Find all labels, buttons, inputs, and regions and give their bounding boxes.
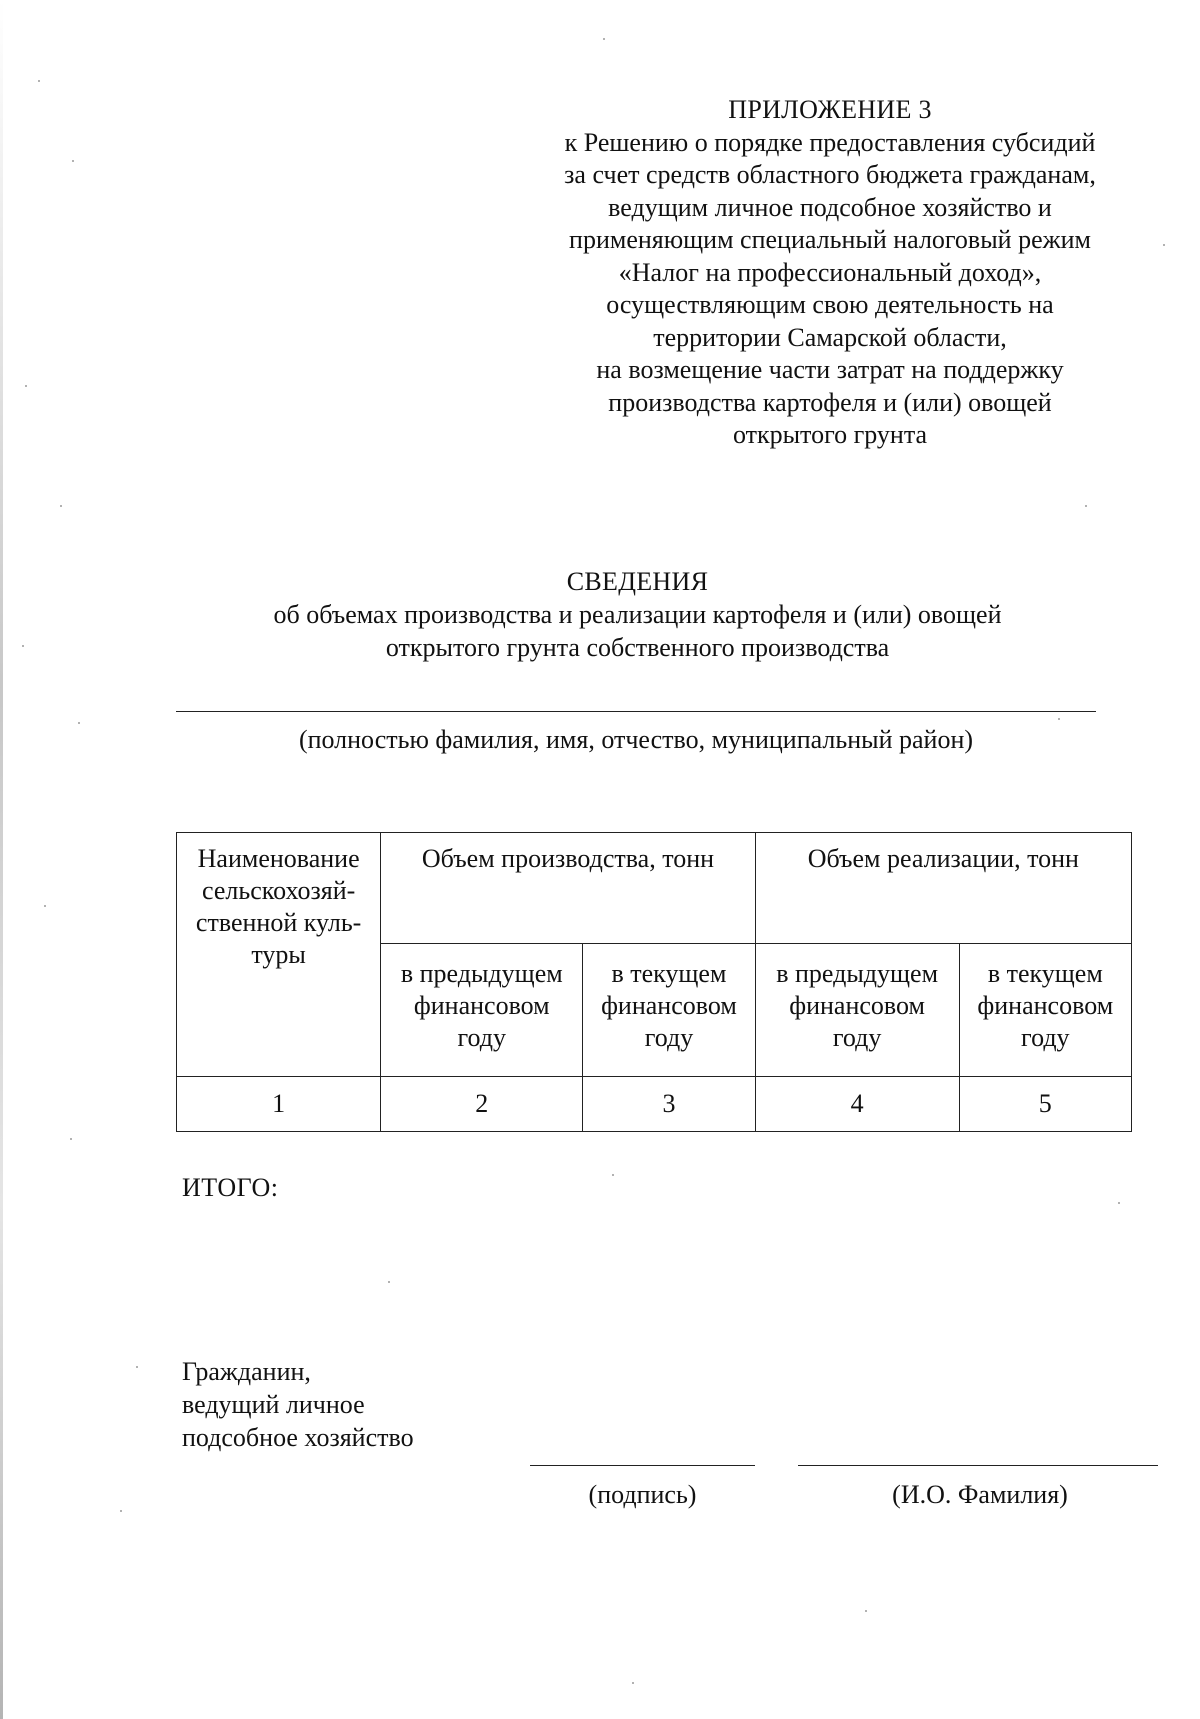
document-title-block	[175, 565, 1100, 664]
name-caption: (И.О. Фамилия)	[892, 1480, 1068, 1509]
signer-line: ведущий личное	[182, 1390, 365, 1419]
scan-speck	[38, 80, 40, 82]
annex-header	[500, 94, 1160, 452]
applicant-fill-caption: (полностью фамилия, имя, отчество, муниципальный район)	[298, 725, 974, 754]
production-header-cell: Объем производства, тонн	[381, 833, 755, 944]
annex-line: территории Самарской области,	[653, 322, 1007, 352]
scan-speck	[865, 1610, 867, 1612]
document-subtitle-line: открытого грунта собственного производства	[385, 633, 890, 662]
sales-header-cell: Объем реализации, тонн	[755, 833, 1131, 944]
document-title: СВЕДЕНИЯ	[566, 567, 709, 596]
column-number-cell: 4	[755, 1077, 959, 1132]
document-subtitle-line: об объемах производства и реализации картофеля и (или) овощей	[273, 600, 1002, 629]
annex-line: за счет средств областного бюджета гражданам,	[564, 160, 1096, 189]
sales-previous-year-header	[755, 944, 959, 1077]
annex-title: ПРИЛОЖЕНИЕ 3	[728, 95, 932, 124]
culture-header-line: сельскохозяй-	[202, 876, 356, 905]
scan-speck	[25, 385, 27, 387]
column-number-cell: 3	[583, 1077, 755, 1132]
scan-speck	[136, 1366, 138, 1368]
culture-header-line: Наименование	[197, 844, 360, 873]
annex-line: ведущим личное подсобное хозяйство и	[608, 192, 1052, 222]
subheader-line: в предыдущем	[400, 959, 563, 988]
production-current-year-header	[583, 944, 755, 1077]
subheader-line: году	[457, 1023, 507, 1052]
subheader-line: финансовом	[977, 991, 1114, 1020]
table-header-row	[177, 833, 1132, 944]
scan-speck	[612, 1174, 614, 1176]
scan-speck	[388, 1281, 390, 1283]
scan-speck	[1163, 244, 1165, 246]
scan-speck	[1085, 505, 1087, 507]
subheader-line: в текущем	[987, 959, 1103, 988]
scan-speck	[70, 1138, 72, 1140]
column-number-cell: 5	[959, 1077, 1131, 1132]
signer-line: подсобное хозяйство	[182, 1423, 414, 1452]
name-line	[798, 1465, 1158, 1466]
applicant-fill-line	[176, 711, 1096, 712]
signer-block	[182, 1355, 414, 1454]
subheader-line: в предыдущем	[776, 959, 939, 988]
sales-current-year-header	[959, 944, 1131, 1077]
scan-edge-shadow	[0, 0, 3, 1719]
subheader-line: году	[1021, 1023, 1070, 1052]
volumes-table	[176, 832, 1132, 1132]
culture-header-line: туры	[251, 940, 306, 969]
signature-line	[530, 1465, 755, 1466]
scan-speck	[1118, 1202, 1120, 1204]
subheader-line: финансовом	[601, 991, 737, 1020]
annex-line: производства картофеля и (или) овощей	[608, 387, 1052, 417]
annex-line: применяющим специальный налоговый режим	[569, 225, 1091, 254]
signer-line: Гражданин,	[182, 1357, 311, 1386]
subheader-line: в текущем	[611, 959, 727, 988]
subheader-line: финансовом	[413, 991, 550, 1020]
scan-speck	[44, 905, 46, 907]
scan-speck	[78, 722, 80, 724]
scan-speck	[22, 645, 24, 647]
total-label: ИТОГО:	[182, 1173, 279, 1202]
scan-speck	[60, 505, 62, 507]
subheader-line: финансовом	[789, 991, 925, 1020]
scan-speck	[120, 1510, 122, 1512]
subheader-line: году	[832, 1023, 882, 1052]
annex-line: к Решению о порядке предоставления субсидий	[564, 127, 1096, 157]
scan-speck	[1058, 718, 1060, 720]
culture-header-cell	[177, 833, 381, 1077]
signature-caption: (подпись)	[588, 1480, 697, 1509]
annex-line: осуществляющим свою деятельность на	[606, 290, 1054, 319]
subheader-line: году	[644, 1023, 694, 1052]
column-number-cell: 2	[381, 1077, 583, 1132]
annex-line: на возмещение части затрат на поддержку	[596, 355, 1064, 384]
annex-line: открытого грунта	[732, 420, 928, 449]
annex-line: «Налог на профессиональный доход»,	[618, 257, 1042, 287]
scan-speck	[603, 38, 605, 40]
scan-speck	[632, 1682, 634, 1684]
column-number-cell: 1	[177, 1077, 381, 1132]
scan-speck	[72, 160, 74, 162]
column-number-row	[177, 1077, 1132, 1132]
culture-header-line: ственной куль-	[195, 908, 362, 937]
production-previous-year-header	[381, 944, 583, 1077]
